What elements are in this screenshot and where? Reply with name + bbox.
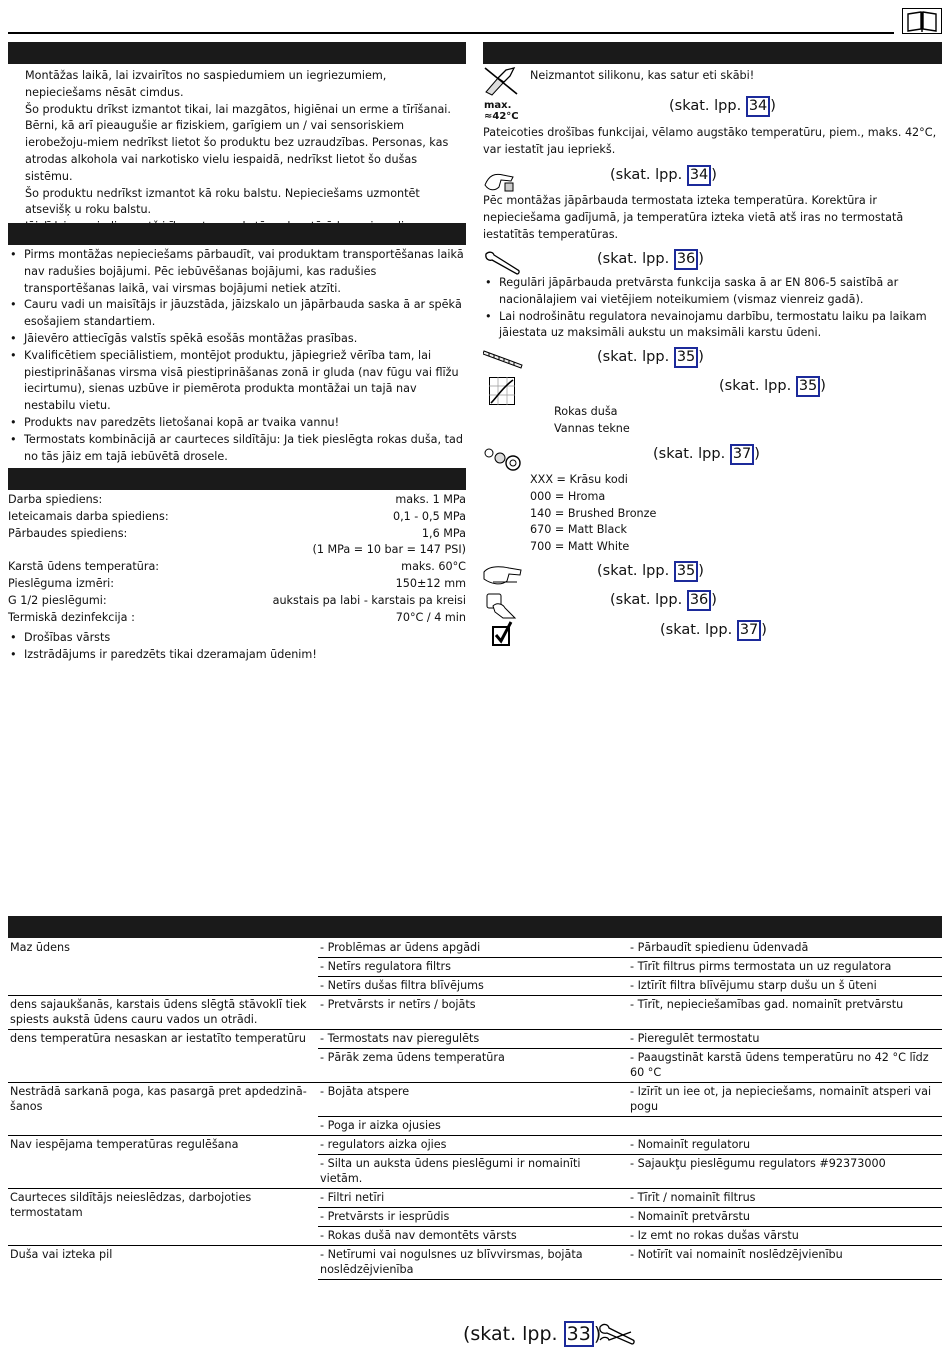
fix-cell: - Notīrīt vai nomainīt noslēdzējvienību (628, 1246, 942, 1280)
hand-cleaning-icon (483, 562, 523, 588)
manual-book-icon (902, 8, 942, 34)
page-ref-bottom: (skat. lpp. 33 ) (463, 1323, 602, 1345)
page-link[interactable]: 35 (674, 347, 698, 368)
fix-cell: - Iz emt no rokas dušas vārstu (628, 1227, 942, 1246)
table-row (8, 1030, 942, 1049)
installation-notes (8, 247, 466, 465)
list-item: • Drošības vārsts (8, 630, 466, 647)
tech-bullets (8, 630, 466, 664)
table-row (8, 1189, 942, 1208)
cause-cell: - Rokas dušā nav demontēts vārsts (318, 1227, 628, 1246)
section-bar-safety (8, 42, 466, 64)
hand-button-icon (483, 592, 519, 620)
page-ref: (skat. lpp. 35 ) (719, 376, 826, 397)
page-ref: (skat. lpp. 36 ) (610, 590, 717, 611)
safety-notes (25, 68, 465, 236)
tech-row: G 1/2 pieslēgumi: aukstais pa labi - karstais pa kreisi (8, 593, 466, 607)
table-row (8, 996, 942, 1030)
max-temp-icon (484, 100, 519, 122)
page-link[interactable]: 36 (687, 590, 711, 611)
color-codes (530, 472, 656, 556)
section-bar-troubleshooting (8, 916, 942, 938)
safety-note: Montāžas laikā, lai izvairītos no saspiedumiem un iegriezumiem, nepieciešams nēsāt cimdus. (25, 69, 387, 99)
checkmark-icon (491, 621, 513, 647)
page-link[interactable]: 35 (796, 376, 820, 397)
tech-row: Pieslēguma izmēri: 150±12 mm (8, 576, 466, 590)
table-row (8, 1136, 942, 1155)
color-row: XXX = Krāsu kodi (530, 473, 628, 486)
cause-cell: - Poga ir aizka ojusies (318, 1117, 628, 1136)
page-ref: (skat. lpp. 37 ) (660, 620, 767, 641)
fix-cell (628, 1117, 942, 1136)
wrench-icon (597, 1322, 637, 1346)
fix-cell: - Nomainīt regulatoru (628, 1136, 942, 1155)
table-row (8, 1083, 942, 1117)
page-ref: (skat. lpp. 35 ) (597, 561, 704, 582)
safety-note: Šo produktu nedrīkst izmantot kā roku balstu. Nepieciešams uzmontēt atsevišķ u roku balstu. (25, 186, 420, 217)
cause-cell: - Problēmas ar ūdens apgādi (318, 939, 628, 958)
fix-cell: - Pārbaudīt spiedienu ūdenvadā (628, 939, 942, 958)
color-row: 140 = Brushed Bronze (530, 506, 657, 520)
page-link[interactable]: 35 (674, 561, 698, 582)
outlet-item: Vannas tekne (554, 421, 630, 435)
wrench-icon (483, 250, 521, 276)
page-link[interactable]: 33 (564, 1321, 594, 1347)
page-link[interactable]: 34 (687, 165, 711, 186)
page-ref: (skat. lpp. 37 ) (653, 444, 760, 465)
cause-cell: - Termostats nav pieregulēts (318, 1030, 628, 1049)
tech-row: Karstā ūdens temperatūra: maks. 60°C (8, 560, 466, 574)
section-bar-technical-data (8, 468, 466, 490)
section-bar-symbols (483, 42, 942, 64)
cause-cell: - Bojāta atspere (318, 1083, 628, 1117)
page-ref: (skat. lpp. 35 ) (597, 347, 704, 368)
list-item: • Regulāri jāpārbauda pretvārsta funkcija saska ā ar EN 806-5 saistībā ar nacionālajiem vai vietējiem noteikumiem (vismaz vienreiz gadā). (483, 275, 942, 309)
page-ref: (skat. lpp. 34 ) (669, 96, 776, 117)
tech-row: Termiskā dezinfekcija : 70°C / 4 min (8, 610, 466, 624)
list-item: • Pirms montāžas nepieciešams pārbaudīt, vai produktam transportēšanas laikā nav radušies bojājumi. Pēc iebūvēšanas bojājumi, kas radušies transportēšanas laikā, vai virsmas bojājumi netiek atzīti. (8, 247, 466, 297)
outlets (554, 404, 630, 438)
fix-cell: - Sajaukţu pieslēgumu regulators #92373000 (628, 1155, 942, 1189)
cause-cell: - Netīrs dušas filtra blīvējums (318, 977, 628, 996)
table-row (8, 1246, 942, 1280)
safety-function-text: Pateicoties drošības funkcijai, vēlamo augstāko temperatūru, piem., maks. 42°C, var iestatīt jau iepriekš. (483, 126, 937, 156)
page-ref: (skat. lpp. 36 ) (597, 249, 704, 270)
ruler-icon (483, 349, 523, 369)
fix-cell: - Nomainīt pretvārstu (628, 1208, 942, 1227)
spare-parts-icon (483, 446, 523, 472)
fix-cell: - Pieregulēt termostatu (628, 1030, 942, 1049)
fix-cell: - Tīrīt / nomainīt filtrus (628, 1189, 942, 1208)
page-link[interactable]: 37 (730, 444, 754, 465)
list-item: • Lai nodrošinātu regulatora nevainojamu darbību, termostatu laiku pa laikam jāiestata uz maksimāli aukstu un maksimāli karstu ūdeni. (483, 309, 942, 343)
color-row: 000 = Hroma (530, 489, 606, 503)
cause-cell: - Netīrumi vai nogulsnes uz blīvvirsmas, bojāta noslēdzējvienība (318, 1246, 628, 1280)
color-row: 670 = Matt Black (530, 523, 627, 537)
fix-cell: - Izīrīt un iee ot, ja nepieciešams, nomainīt atsperi vai pogu (628, 1083, 942, 1117)
fix-cell: - Tīrīt, nepieciešamības gad. nomainīt pretvārstu (628, 996, 942, 1030)
page-link[interactable]: 34 (746, 96, 770, 117)
list-item: • Cauru vadi un maisītājs ir jāuzstāda, jāizskalo un jāpārbauda saska ā ar spēkā esošajiem standartiem. (8, 297, 466, 331)
tech-row: Darba spiediens: maks. 1 MPa (8, 493, 466, 506)
maintenance-notes (483, 275, 942, 342)
list-item: • Jāievēro attiecīgās valstīs spēkā esošās montāžas prasības. (8, 331, 466, 348)
cause-cell: - Silta un auksta ūdens pieslēgumi ir nomainīti vietām. (318, 1155, 628, 1189)
cause-cell: - Netīrs regulatora filtrs (318, 958, 628, 977)
table-row (8, 939, 942, 958)
list-item: • Kvalificētiem speciālistiem, montējot produktu, jāpiegriež vērība tam, lai piestiprināšanas virsma visā piestiprināšanas zonā ir gluda (nav fūgu vai flīžu iecirtumu), sienas uzbūve ir piemērota produkta montāžai un tajā nav nestabilu vietu. (8, 348, 466, 415)
list-item: • Izstrādājums ir paredzēts tikai dzeramajam ūdenim! (8, 647, 466, 664)
technical-data (8, 492, 466, 626)
problem-cell: dens sajaukšanās, karstais ūdens slēgtā stāvoklī tiek spiests aukstā ūdens cauru vados un otrādi. (8, 996, 318, 1030)
max-temp-value: ≈42°C (484, 111, 519, 122)
flow-diagram-icon (489, 377, 515, 405)
hand-temperature-icon (483, 165, 517, 193)
problem-cell: Caurteces sildītājs neieslēdzas, darbojoties termostatam (8, 1189, 318, 1246)
header-rule (8, 32, 894, 34)
silicone-gun-icon (484, 66, 518, 96)
outlet-item: Rokas duša (554, 405, 618, 418)
cause-cell: - Pretvārsts ir netīrs / bojāts (318, 996, 628, 1030)
list-item: • Produkts nav paredzēts lietošanai kopā ar tvaika vannu! (8, 415, 466, 432)
fix-cell: - Iztīrīt filtra blīvējumu starp dušu un š ūteni (628, 977, 942, 996)
max-label: max. (484, 100, 512, 111)
check-temperature-text: Pēc montāžas jāpārbauda termostata izteka temperatūra. Korektūra ir nepieciešama gadījumā, ja temperatūra izteka vietā atš iras no termostatā iestatītās temperatūras. (483, 194, 904, 241)
section-bar-installation (8, 223, 466, 245)
tech-row: Ieteicamais darba spiediens: 0,1 - 0,5 MPa (8, 509, 466, 523)
cause-cell: - Pārāk zema ūdens temperatūra (318, 1049, 628, 1083)
cause-cell: - Pretvārsts ir iesprūdis (318, 1208, 628, 1227)
cause-cell: - Filtri netīri (318, 1189, 628, 1208)
page-link[interactable]: 37 (737, 620, 761, 641)
problem-cell: dens temperatūra nesaskan ar iestatīto temperatūru (8, 1030, 318, 1083)
cause-cell: - regulators aizka ojies (318, 1136, 628, 1155)
color-row: 700 = Matt White (530, 540, 630, 554)
troubleshooting-table (8, 939, 942, 1280)
problem-cell: Nestrādā sarkanā poga, kas pasargā pret apdedzinā-šanos (8, 1083, 318, 1136)
problem-cell: Nav iespējama temperatūras regulēšana (8, 1136, 318, 1189)
problem-cell: Duša vai izteka pil (8, 1246, 318, 1280)
safety-note: Šo produktu drīkst izmantot tikai, lai mazgātos, higiēnai un erme a tīrīšanai. (25, 102, 451, 116)
list-item: • Termostats kombinācijā ar caurteces sildītāju: Ja tiek pieslēgta rokas duša, tad no tās jāiz em tajā iebūvētā drosele. (8, 432, 466, 466)
silicone-warning: Neizmantot silikonu, kas satur eti skābi! (530, 69, 755, 82)
tech-row: Pārbaudes spiediens: 1,6 MPa (8, 526, 466, 540)
fix-cell: - Paaugstināt karstā ūdens temperatūru no 42 °C līdz 60 °C (628, 1049, 942, 1083)
safety-note: Bērni, kā arī pieaugušie ar fiziskiem, garīgiem un / vai sensoriskiem ierobežoju-miem nedrīkst lietot šo produktu bez uzraudzības. Personas, kas atrodas alkohola vai narkotisko vielu iespaidā, nedrīkst lietot šo dušas sistēmu. (25, 119, 449, 183)
page-ref: (skat. lpp. 34 ) (610, 165, 717, 186)
tech-row: (1 MPa = 10 bar = 147 PSI) (312, 543, 466, 557)
page-link[interactable]: 36 (674, 249, 698, 270)
fix-cell: - Tīrīt filtrus pirms termostata un uz regulatora (628, 958, 942, 977)
problem-cell: Maz ūdens (10, 941, 70, 954)
